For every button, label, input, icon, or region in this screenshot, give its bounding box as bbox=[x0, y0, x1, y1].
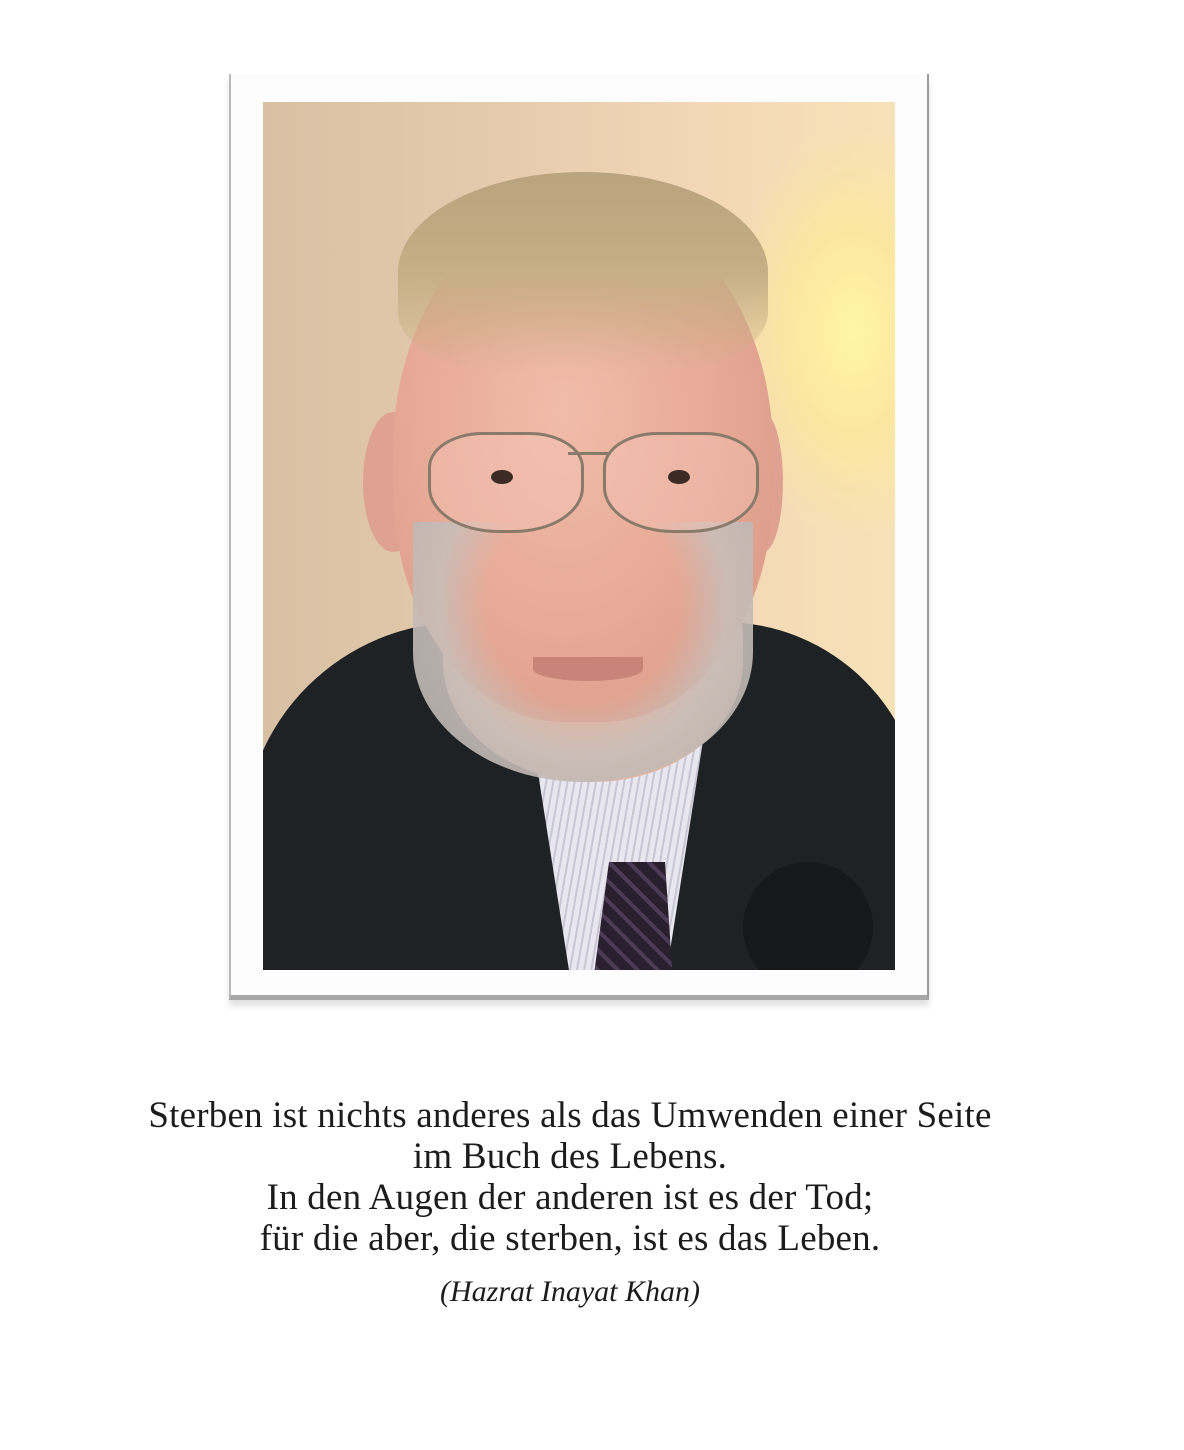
memorial-quote bbox=[0, 1095, 1140, 1259]
left-eye bbox=[491, 470, 513, 484]
beard bbox=[413, 522, 753, 782]
quote-attribution: (Hazrat Inayat Khan) bbox=[440, 1275, 700, 1308]
glasses-bridge bbox=[568, 452, 608, 461]
portrait-photo bbox=[263, 102, 895, 970]
quote-line-2: im Buch des Lebens. bbox=[412, 1136, 728, 1177]
quote-line-3: In den Augen der anderen ist es der Tod; bbox=[266, 1177, 874, 1218]
right-eye bbox=[668, 470, 690, 484]
hair bbox=[398, 172, 768, 372]
mouth bbox=[533, 657, 643, 681]
quote-line-4: für die aber, die sterben, ist es das Leben. bbox=[259, 1218, 881, 1259]
photo-frame bbox=[229, 74, 929, 1000]
quote-line-1: Sterben ist nichts anderes als das Umwenden einer Seite bbox=[148, 1095, 992, 1136]
photo-content bbox=[263, 102, 895, 970]
